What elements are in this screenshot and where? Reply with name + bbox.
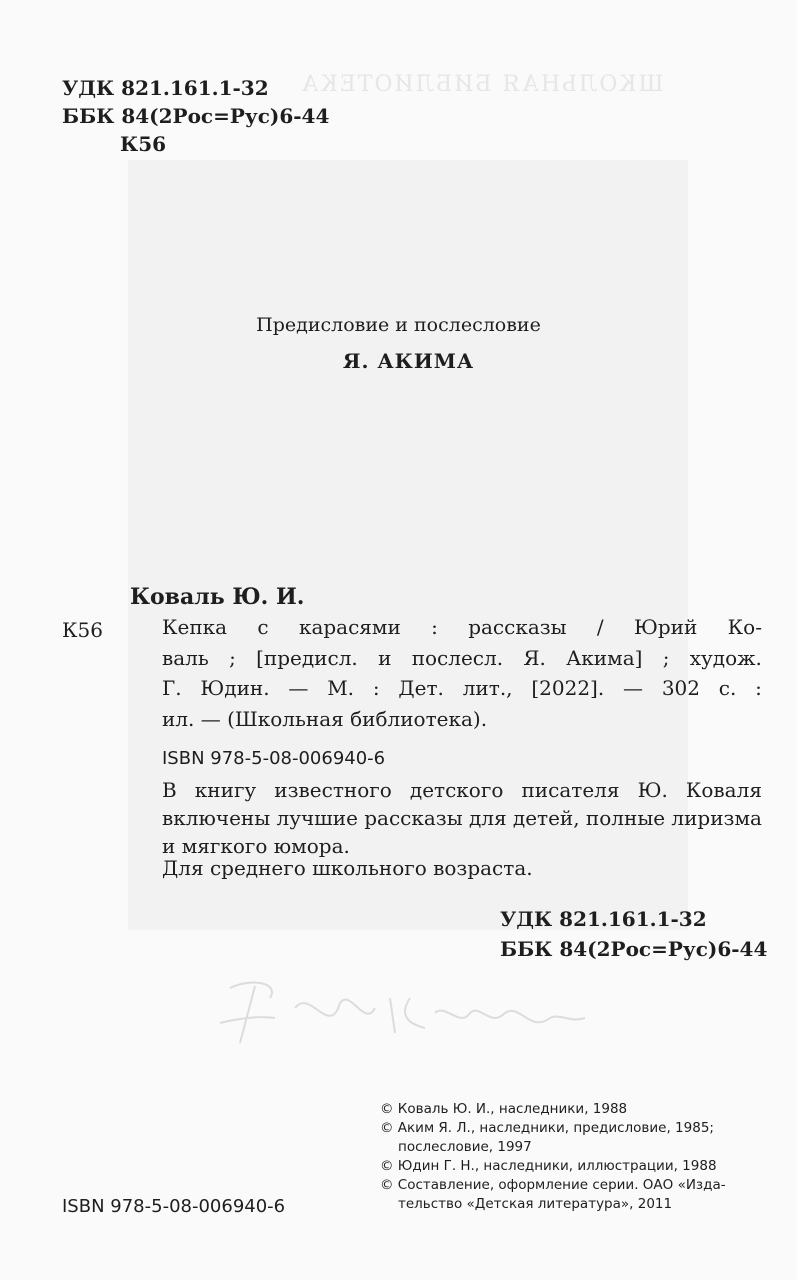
word: Юрий bbox=[634, 615, 698, 639]
copyright-notices bbox=[380, 1100, 770, 1214]
annotation-line bbox=[162, 776, 762, 804]
word: лучшие bbox=[276, 806, 358, 830]
author-sign: К56 bbox=[120, 132, 167, 156]
description-line bbox=[162, 612, 762, 643]
word: лит., bbox=[462, 676, 513, 701]
word: [предисл. bbox=[256, 645, 358, 670]
word: послесл. bbox=[411, 645, 504, 670]
classification-codes-bottom bbox=[500, 904, 767, 964]
word: включены bbox=[162, 806, 271, 830]
copyright-line: послесловие, 1997 bbox=[398, 1139, 532, 1155]
word: 302 bbox=[661, 676, 700, 701]
word: и bbox=[378, 645, 392, 670]
word: Юдин. bbox=[200, 676, 270, 701]
word: — bbox=[288, 676, 309, 701]
word: книгу bbox=[194, 778, 257, 802]
word: : bbox=[372, 676, 380, 701]
word: рассказы bbox=[468, 615, 567, 639]
bibliographic-description bbox=[162, 612, 762, 734]
udk-code: УДК 821.161.1-32 bbox=[62, 76, 269, 100]
show-through-series-header: ШКОЛЬНАЯ БИБЛИОТЕКА bbox=[300, 72, 664, 97]
word: Кепка bbox=[162, 615, 228, 639]
copyright-line: © Коваль Ю. И., наследники, 1988 bbox=[380, 1101, 628, 1117]
word: известного bbox=[274, 778, 392, 802]
word: с bbox=[257, 615, 269, 639]
word: Ю. bbox=[637, 778, 668, 802]
word: / bbox=[596, 615, 604, 639]
preface-credit-line: Предисловие и послесловие bbox=[256, 314, 541, 336]
isbn-in-record: ISBN 978-5-08-006940-6 bbox=[162, 748, 386, 769]
catalog-author-sign: К56 bbox=[62, 618, 103, 642]
word: Я. bbox=[523, 645, 546, 670]
word: худож. bbox=[689, 645, 762, 670]
word: карасями bbox=[298, 615, 401, 639]
description-line bbox=[162, 704, 762, 735]
copyright-line: тельство «Детская литература», 2011 bbox=[398, 1196, 673, 1212]
annotation-line bbox=[162, 804, 762, 832]
word: лиризма bbox=[671, 806, 762, 830]
author-signature-facsimile bbox=[200, 968, 600, 1058]
word: ; bbox=[229, 645, 236, 670]
word: [2022]. bbox=[531, 676, 605, 701]
word: Акима] bbox=[566, 645, 643, 670]
classification-codes-top bbox=[62, 74, 329, 158]
bbk-code: ББК 84(2Рос=Рус)6-44 bbox=[500, 937, 768, 961]
bbk-code: ББК 84(2Рос=Рус)6-44 bbox=[62, 104, 330, 128]
catalog-author-heading: Коваль Ю. И. bbox=[130, 584, 305, 610]
word: полные bbox=[585, 806, 666, 830]
word: В bbox=[162, 778, 177, 802]
word: Г. bbox=[162, 676, 182, 701]
isbn-footer: ISBN 978-5-08-006940-6 bbox=[62, 1196, 286, 1217]
word: с. bbox=[718, 676, 737, 701]
copyright-line: © Составление, оформление серии. ОАО «Изда- bbox=[380, 1177, 726, 1193]
word: : bbox=[755, 676, 762, 701]
word: : bbox=[431, 615, 438, 639]
word: Дет. bbox=[398, 676, 444, 701]
word: Ко- bbox=[727, 615, 762, 639]
word: М. bbox=[327, 676, 355, 701]
copyright-line: © Юдин Г. Н., наследники, иллюстрации, 1988 bbox=[380, 1158, 717, 1174]
description-text: ил. — (Школьная библиотека). bbox=[162, 706, 488, 731]
description-line bbox=[162, 643, 762, 674]
preface-author-name: Я. АКИМА bbox=[342, 349, 475, 373]
word: детского bbox=[409, 778, 504, 802]
word: писателя bbox=[521, 778, 620, 802]
word: Коваля bbox=[685, 778, 762, 802]
word: ; bbox=[662, 645, 670, 670]
word: для bbox=[468, 806, 507, 830]
annotation-text: и мягкого юмора. bbox=[162, 834, 350, 858]
description-line bbox=[162, 673, 762, 704]
age-audience-note: Для среднего школьного возраста. bbox=[162, 856, 533, 880]
udk-code: УДК 821.161.1-32 bbox=[500, 907, 707, 931]
word: детей, bbox=[512, 806, 580, 830]
annotation bbox=[162, 776, 762, 860]
word: рассказы bbox=[364, 806, 463, 830]
word: валь bbox=[162, 645, 209, 670]
copyright-line: © Аким Я. Л., наследники, предисловие, 1985; bbox=[380, 1120, 714, 1136]
word: — bbox=[623, 676, 644, 701]
